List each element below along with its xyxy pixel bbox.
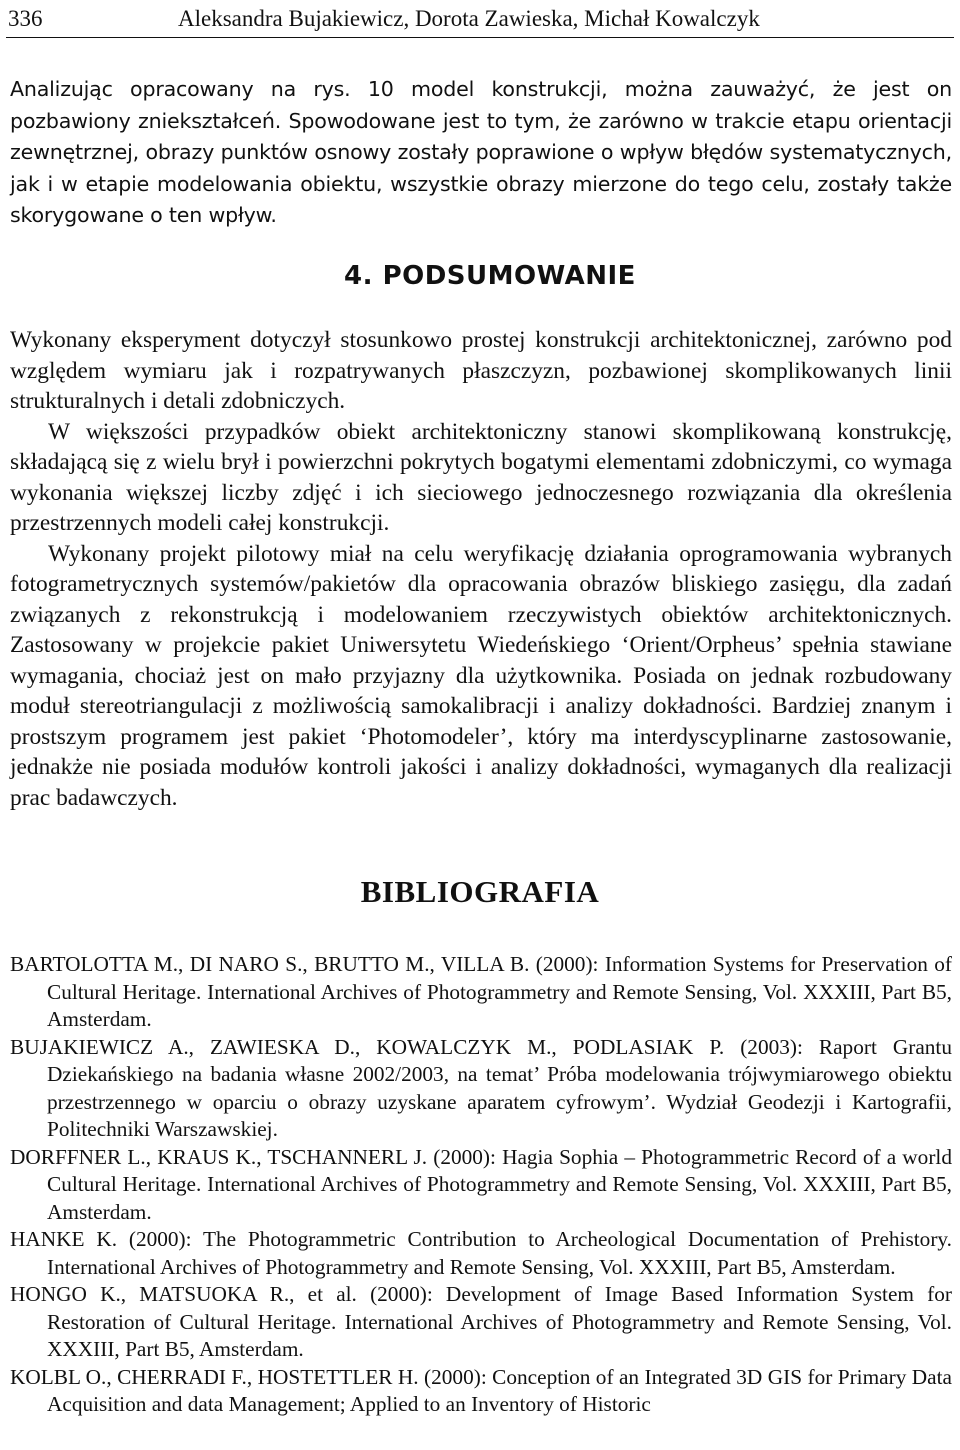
section-body bbox=[10, 325, 952, 813]
bibliography-heading: BIBLIOGRAFIA bbox=[360, 874, 600, 909]
reference-item: HONGO K., MATSUOKA R., et al. (2000): Development of Image Based Information System for Restoration of Cultural Heritage. International Archives of Photogrammetry and Remote Sensing, Vol. XXXIII, Part B5, Amsterdam. bbox=[10, 1282, 952, 1361]
section-heading: 4. PODSUMOWANIE bbox=[344, 261, 636, 291]
intro-paragraph: Analizując opracowany na rys. 10 model konstrukcji, można zauważyć, że jest on pozbawiony zniekształceń. Spowodowane jest to tym, że zarówno w trakcie etapu orientacji zewnętrznej, obrazy punktów osnowy zostały poprawione o wpływ błędów systematycznych, jak i w etapie modelowania obiektu, wszystkie obrazy mierzone do tego celu, zostały także skorygowane o ten wpływ. bbox=[10, 77, 952, 227]
reference-item: DORFFNER L., KRAUS K., TSCHANNERL J. (2000): Hagia Sophia – Photogrammetric Record of a world Cultural Heritage. International Archives of Photogrammetry and Remote Sensing, Vol. XXXIII, Part B5, Amsterdam. bbox=[10, 1144, 952, 1224]
section-paragraph: Wykonany projekt pilotowy miał na celu weryfikację działania oprogramowania wybranych fotogrametrycznych systemów/pakietów dla opracowania obrazów bliskiego zasięgu, dla zadań związanych z rekonstrukcją i modelowaniem rzeczywistych obiektów architektonicznych. Zastosowany w projekcie pakiet Uniwersytetu Wiedeńskiego ‘Orient/Orpheus’ spełnia stawiane wymagania, chociaż jest on mało przyjazny dla użytkownika. Posiada on jednak rozbudowany moduł stereotriangulacji z możliwością samokalibracji i analizy dokładności. Bardziej znanym i prostszym programem jest pakiet ‘Photomodeler’, który ma interdyscyplinarne zastosowanie, jednakże nie posiada modułów kontroli jakości i analizy dokładności, wymaganych dla realizacji prac badawczych. bbox=[10, 540, 952, 811]
section-paragraph: W większości przypadków obiekt architektoniczny stanowi skomplikowaną konstrukcję, składającą się z wielu brył i powierzchni pokrytych bogatymi elementami zdobniczymi, co wymaga wykonania większej liczby zdjęć i ich sieciowego jednoczesnego rozwiązania dla określenia przestrzennych modeli całej konstrukcji. bbox=[10, 418, 952, 536]
header-rule bbox=[6, 37, 954, 38]
reference-item: BARTOLOTTA M., DI NARO S., BRUTTO M., VILLA B. (2000): Information Systems for Preservation of Cultural Heritage. International Archives of Photogrammetry and Remote Sensing, Vol. XXXIII, Part B5, Amsterdam. bbox=[10, 952, 952, 1031]
running-header-authors: Aleksandra Bujakiewicz, Dorota Zawieska, Michał Kowalczyk bbox=[178, 6, 760, 31]
reference-item: BUJAKIEWICZ A., ZAWIESKA D., KOWALCZYK M., PODLASIAK P. (2003): Raport Grantu Dziekańskiego na badania własne 2002/2003, na temat’ Próba modelowania trójwymiarowego obiektu przestrzennego w oparciu o obrazy uzyskane aparatem cyfrowym’. Wydział Geodezji i Kartografii, Politechniki Warszawskiej. bbox=[10, 1034, 952, 1141]
reference-item: HANKE K. (2000): The Photogrammetric Contribution to Archeological Documentation of Prehistory. International Archives of Photogrammetry and Remote Sensing, Vol. XXXIII, Part B5, Amsterdam. bbox=[10, 1227, 952, 1279]
reference-item: KOLBL O., CHERRADI F., HOSTETTLER H. (2000): Conception of an Integrated 3D GIS for Primary Data Acquisition and data Management; Applied to an Inventory of Historic bbox=[10, 1364, 952, 1416]
reference-list bbox=[10, 951, 952, 1419]
running-header bbox=[8, 6, 952, 36]
section-paragraph: Wykonany eksperyment dotyczył stosunkowo prostej konstrukcji architektonicznej, zarówno pod względem wymiaru jak i rozpatrywanych płaszczyzn, pozbawionej skomplikowanych linii strukturalnych i detali zdobniczych. bbox=[10, 327, 952, 414]
page-number: 336 bbox=[8, 6, 43, 31]
